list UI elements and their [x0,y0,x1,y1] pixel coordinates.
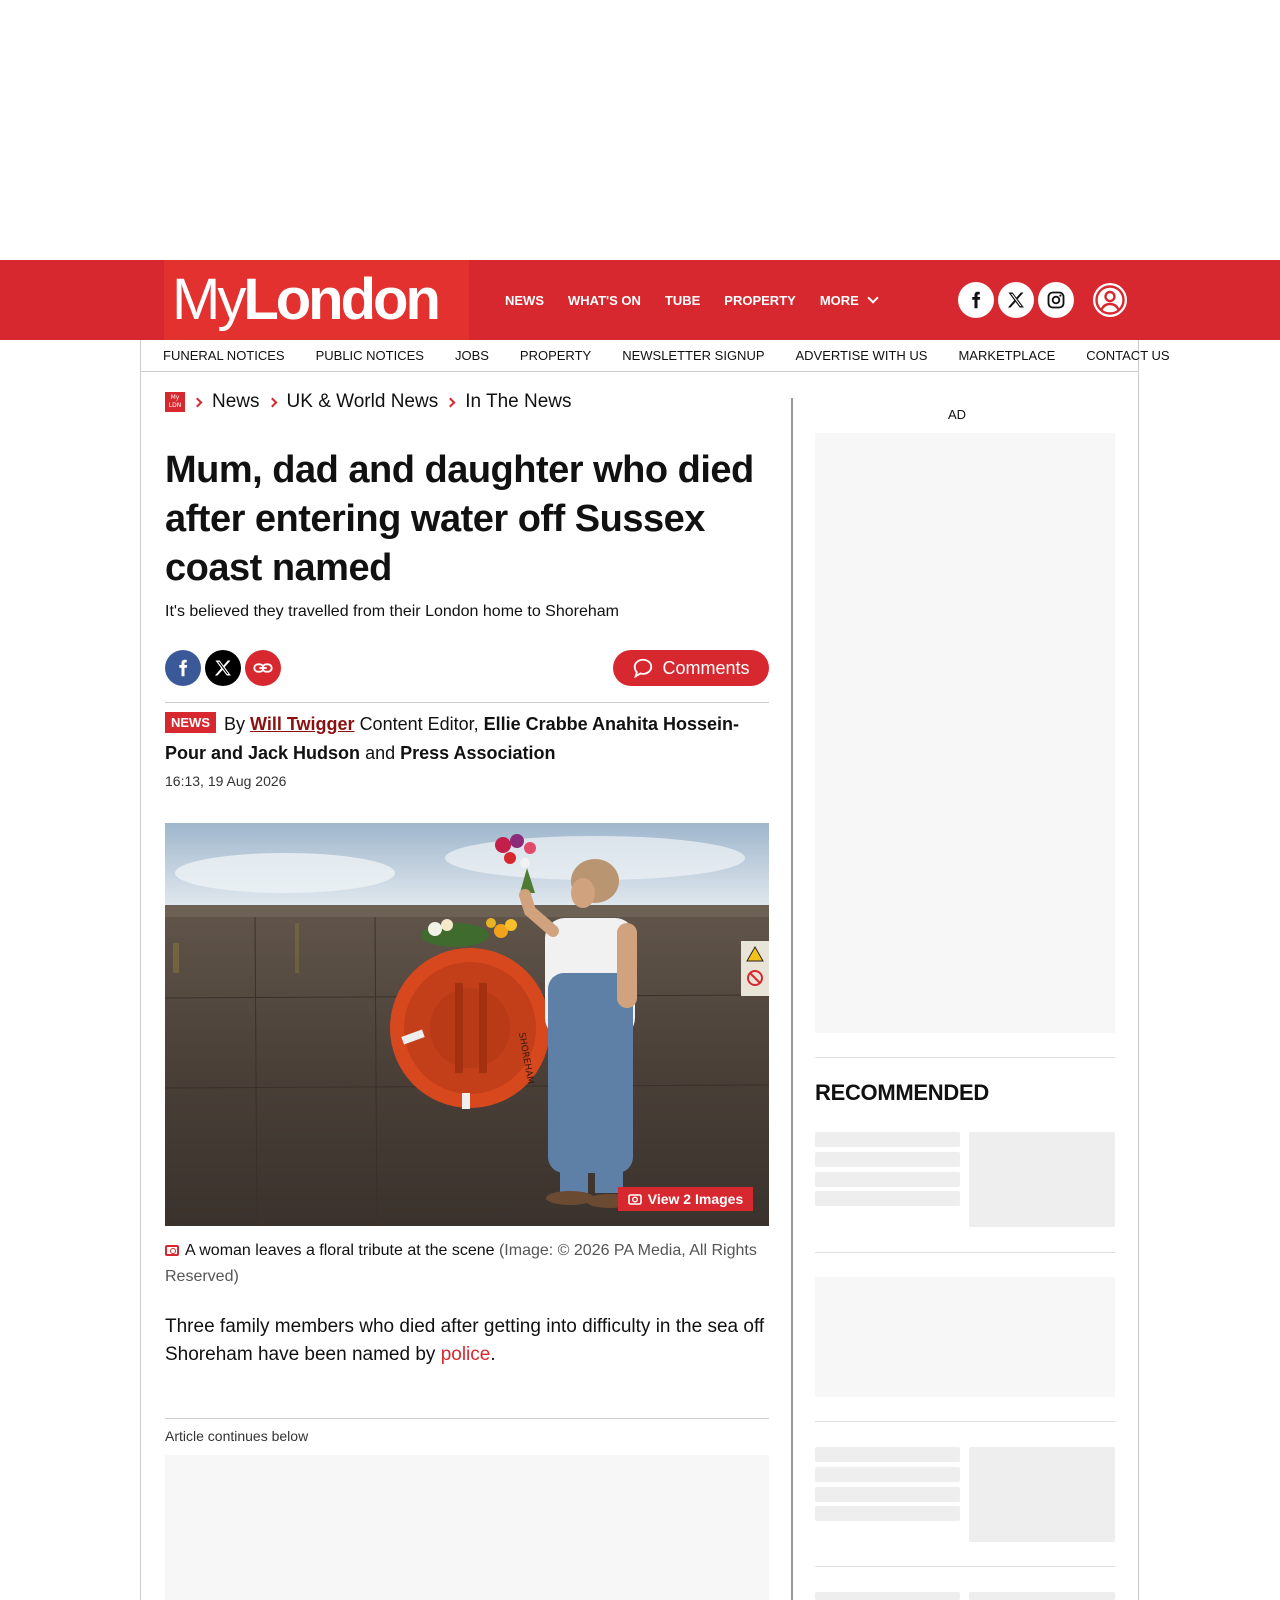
camera-icon [628,1193,642,1205]
breadcrumb-uk-world-news[interactable]: UK & World News [286,391,439,412]
x-link[interactable] [998,282,1034,318]
breadcrumb-news[interactable]: News [212,391,260,412]
skeleton-thumbnail [969,1447,1115,1542]
top-ad-slot [0,0,1280,260]
caption-text: A woman leaves a floral tribute at the scene [185,1242,495,1259]
byline-by: By [224,714,246,734]
subnav-public-notices[interactable]: PUBLIC NOTICES [315,348,424,363]
divider [815,1421,1115,1422]
skeleton-line [815,1592,960,1600]
nav-more[interactable] [820,293,877,308]
article-standfirst: It's believed they travelled from their London home to Shoreham [165,603,619,620]
home-badge-line-2: LDN [168,402,182,409]
publish-timestamp: 16:13, 19 Aug 2026 [165,773,287,789]
nav-news[interactable]: NEWS [505,292,544,308]
view-images-label: View 2 Images [647,1191,744,1207]
chevron-right-icon [193,397,203,407]
nav-tube[interactable]: TUBE [664,292,701,308]
author-link[interactable]: Will Twigger [250,714,355,734]
divider [815,1057,1115,1058]
speech-bubble-icon [632,657,654,679]
article-continues-label: Article continues below [165,1428,309,1444]
police-link[interactable]: police [440,1344,491,1365]
home-badge-line-1: My [170,394,180,401]
facebook-icon [174,659,192,677]
article-headline: Mum, dad and daughter who died after entering water off Sussex coast named [165,449,754,589]
article-paragraph [165,1313,769,1369]
chevron-right-icon [446,397,456,407]
facebook-icon [967,291,985,309]
nav-whats-on[interactable]: WHAT'S ON [568,292,641,308]
subnav-contact-us[interactable]: CONTACT US [1086,348,1170,363]
inline-ad-slot [165,1455,769,1600]
sidebar-ad-slot [815,433,1115,1033]
main-nav [505,260,901,340]
skeleton-thumbnail [969,1132,1115,1227]
hero-photo [165,823,769,1226]
skeleton-line [815,1191,960,1206]
ad-label: AD [948,407,967,422]
hero-image[interactable] [165,823,769,1226]
recommended-card-placeholder[interactable] [815,1592,1115,1600]
x-icon [213,658,233,678]
camera-icon [165,1245,179,1256]
skeleton-line [815,1467,960,1482]
facebook-link[interactable] [958,282,994,318]
divider [815,1252,1115,1253]
instagram-link[interactable] [1038,282,1074,318]
skeleton-line [815,1132,960,1147]
subnav-newsletter-signup[interactable]: NEWSLETTER SIGNUP [622,348,765,363]
lifebuoy-text: SHOREHAM [516,1031,535,1085]
logo-bold-text: London [243,267,438,332]
link-icon [252,657,274,679]
logo-light-text: My [172,267,244,332]
divider [165,702,769,703]
instagram-icon [1046,290,1066,310]
breadcrumb [165,390,572,414]
subnav-funeral-notices[interactable]: FUNERAL NOTICES [163,348,285,363]
subnav-marketplace[interactable]: MARKETPLACE [958,348,1056,363]
chevron-down-icon [867,292,878,303]
co-authors: Ellie Crabbe Anahita Hossein-Pour and Jack Hudson [165,714,740,763]
subnav-advertise-with-us[interactable]: ADVERTISE WITH US [795,348,928,363]
view-images-button[interactable] [618,1187,753,1211]
subnav-jobs[interactable]: JOBS [454,348,489,363]
sidebar-placeholder-block [815,1277,1115,1397]
nav-more-label: MORE [819,292,859,308]
skeleton-line [815,1152,960,1167]
skeleton-line [815,1487,960,1502]
share-buttons [165,650,281,686]
share-x-button[interactable] [205,650,241,686]
account-icon[interactable] [1092,282,1128,318]
breadcrumb-home-icon[interactable] [165,392,185,412]
breadcrumb-in-the-news[interactable]: In The News [465,391,572,412]
chevron-right-icon [267,397,277,407]
site-header [0,260,1280,340]
byline [165,710,775,768]
agency: Press Association [400,743,556,763]
share-facebook-button[interactable] [165,650,201,686]
news-badge: NEWS [165,712,216,733]
nav-property[interactable]: PROPERTY [724,292,796,308]
sub-nav [140,340,1170,372]
image-caption [165,1238,765,1290]
recommended-card-placeholder[interactable] [815,1132,1115,1227]
x-icon [1006,290,1026,310]
column-divider [791,398,793,1600]
skeleton-thumbnail [969,1592,1115,1600]
comments-button[interactable] [613,650,769,686]
divider [165,1418,769,1419]
author-role: Content Editor, [359,714,479,734]
paragraph-end: . [490,1344,496,1365]
recommended-card-placeholder[interactable] [815,1447,1115,1542]
recommended-title: RECOMMENDED [815,1080,989,1105]
comments-label: Comments [662,657,750,678]
divider [815,1566,1115,1567]
paragraph-text: Three family members who died after getting into difficulty in the sea off Shoreham have been named by [165,1316,765,1365]
copy-link-button[interactable] [245,650,281,686]
byline-and: and [365,743,396,763]
skeleton-line [815,1506,960,1521]
subnav-property[interactable]: PROPERTY [519,348,592,363]
skeleton-line [815,1172,960,1187]
social-links [958,282,1074,318]
site-logo[interactable] [164,260,469,340]
image-credit: (Image: © 2026 PA Media, All Rights Reserved) [165,1242,757,1285]
skeleton-line [815,1447,960,1462]
